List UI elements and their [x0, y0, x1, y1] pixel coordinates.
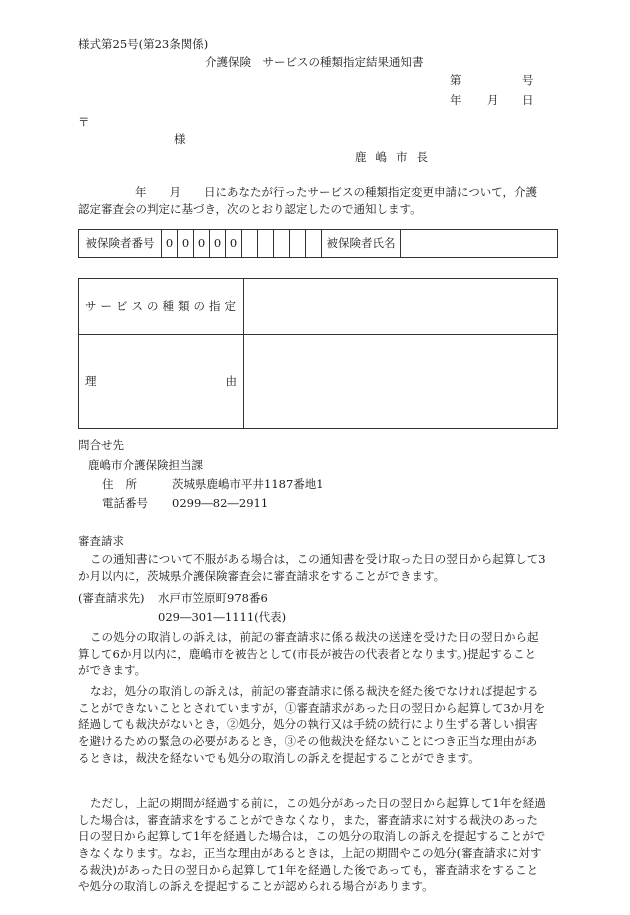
insured-number-digit[interactable] [274, 230, 290, 258]
insured-name-field[interactable] [401, 230, 558, 258]
reason-label-left: 理 [85, 374, 97, 389]
paragraph-line: この通知書について不服がある場合は，この通知書を受け取った日の翌日から起算して3 [90, 552, 546, 566]
insured-id-table [78, 229, 558, 258]
contact-department: 鹿嶋市介護保険担当課 [88, 458, 203, 472]
date-day: 日 [522, 93, 534, 107]
paragraph-line: この処分の取消しの訴えは，前記の審査請求に係る裁決の送達を受けた日の翌日から起 [90, 630, 539, 644]
paragraph-line: 算して6か月以内に，鹿嶋市を被告として(市長が被告の代表者となります。)提起すること [78, 646, 537, 661]
insured-name-label: 被保険者氏名 [322, 230, 401, 258]
paragraph-line: る裁決)があった日の翌日から起算して1年を経過した後であっても，審査請求をすること [78, 862, 539, 877]
paragraph-line: なお，処分の取消しの訴えは，前記の審査請求に係る裁決を経た後でなければ提起する [90, 684, 539, 698]
date-year: 年 [450, 93, 462, 107]
insured-number-digit[interactable]: 0 [162, 230, 178, 258]
insured-number-digit[interactable]: 0 [226, 230, 242, 258]
service-type-label: サービスの種類の指定 [79, 279, 244, 335]
insured-number-digit[interactable] [258, 230, 274, 258]
form-number: 様式第25号(第23条関係) [78, 37, 209, 51]
paragraph-line: ことができないこととされていますが，①審査請求があった日の翌日から起算して3か月を [78, 700, 546, 715]
appeal-heading: 審査請求 [78, 534, 124, 548]
paragraph-line: 日の翌日から起算して1年を経過した場合は，この処分の取消しの訴えを提起することがで [78, 829, 546, 844]
phone-value: 0299―82―2911 [172, 496, 269, 510]
insured-number-digit[interactable] [306, 230, 322, 258]
appeal-paragraph-4 [78, 795, 560, 895]
paragraph-line: 経過しても裁決がないとき，②処分，処分の執行又は手続の続行により生ずる著しい損害 [78, 717, 538, 732]
insured-number-digit[interactable]: 0 [210, 230, 226, 258]
insured-number-digit[interactable]: 0 [194, 230, 210, 258]
intro-line: 年 月 日にあなたが行ったサービスの種類指定変更申請について，介護 [135, 185, 538, 199]
appeal-paragraph-2 [78, 629, 560, 679]
paragraph-line: や処分の取消しの訴えを提起することが認められる場合があります。 [78, 879, 434, 894]
reason-field[interactable] [244, 335, 558, 429]
date-month: 月 [487, 93, 499, 107]
insured-number-digit[interactable]: 0 [178, 230, 194, 258]
intro-paragraph [78, 184, 558, 217]
insured-number-label: 被保険者番号 [79, 230, 162, 258]
paragraph-line: を避けるための緊急の必要があるとき，③その他裁決を経ないことにつき正当な理由があ [78, 734, 538, 749]
paragraph-line: した場合は，審査請求をすることができなくなり，また，審査請求に対する裁決のあった [78, 812, 538, 827]
paragraph-line: きなくなります。なお，正当な理由があるときは，上記の期間やこの処分(審査請求に対す [78, 846, 542, 861]
paragraph-line: ができます。 [78, 663, 147, 678]
phone-label: 電話番号 [102, 496, 148, 510]
addressee-honorific: 様 [174, 132, 186, 146]
paragraph-line: ただし，上記の期間が経過する前に，この処分があった日の翌日から起算して1年を経過 [90, 796, 546, 810]
address-label: 住所 [102, 477, 149, 491]
number-suffix: 号 [522, 73, 534, 87]
appeal-paragraph-1 [78, 551, 560, 584]
appeal-paragraph-3 [78, 683, 560, 766]
number-prefix: 第 [450, 73, 462, 87]
contact-heading: 問合せ先 [78, 438, 124, 452]
appeal-destination-phone: 029―301―1111(代表) [158, 610, 287, 624]
postal-mark: 〒 [78, 115, 90, 129]
service-designation-table [78, 278, 558, 429]
reason-label-cell [79, 335, 244, 429]
intro-line: 認定審査会の判定に基づき，次のとおり認定したので通知します。 [78, 201, 422, 216]
insured-number-digit[interactable] [290, 230, 306, 258]
document-title: 介護保険 サービスの種類指定結果通知書 [205, 55, 424, 69]
paragraph-line: るときは，裁決を経ないでも処分の取消しの訴えを提起することができます。 [78, 750, 480, 765]
appeal-destination-address: 水戸市笠原町978番6 [158, 591, 268, 605]
appeal-destination-label: (審査請求先) [78, 591, 145, 605]
paragraph-line: か月以内に，茨城県介護保険審査会に審査請求をすることができます。 [78, 568, 446, 583]
insured-number-digit[interactable] [242, 230, 258, 258]
service-type-field[interactable] [244, 279, 558, 335]
address-value: 茨城県鹿嶋市平井1187番地1 [172, 477, 324, 491]
sender-mayor: 鹿嶋市長 [355, 150, 437, 164]
reason-label-right: 由 [225, 374, 237, 389]
